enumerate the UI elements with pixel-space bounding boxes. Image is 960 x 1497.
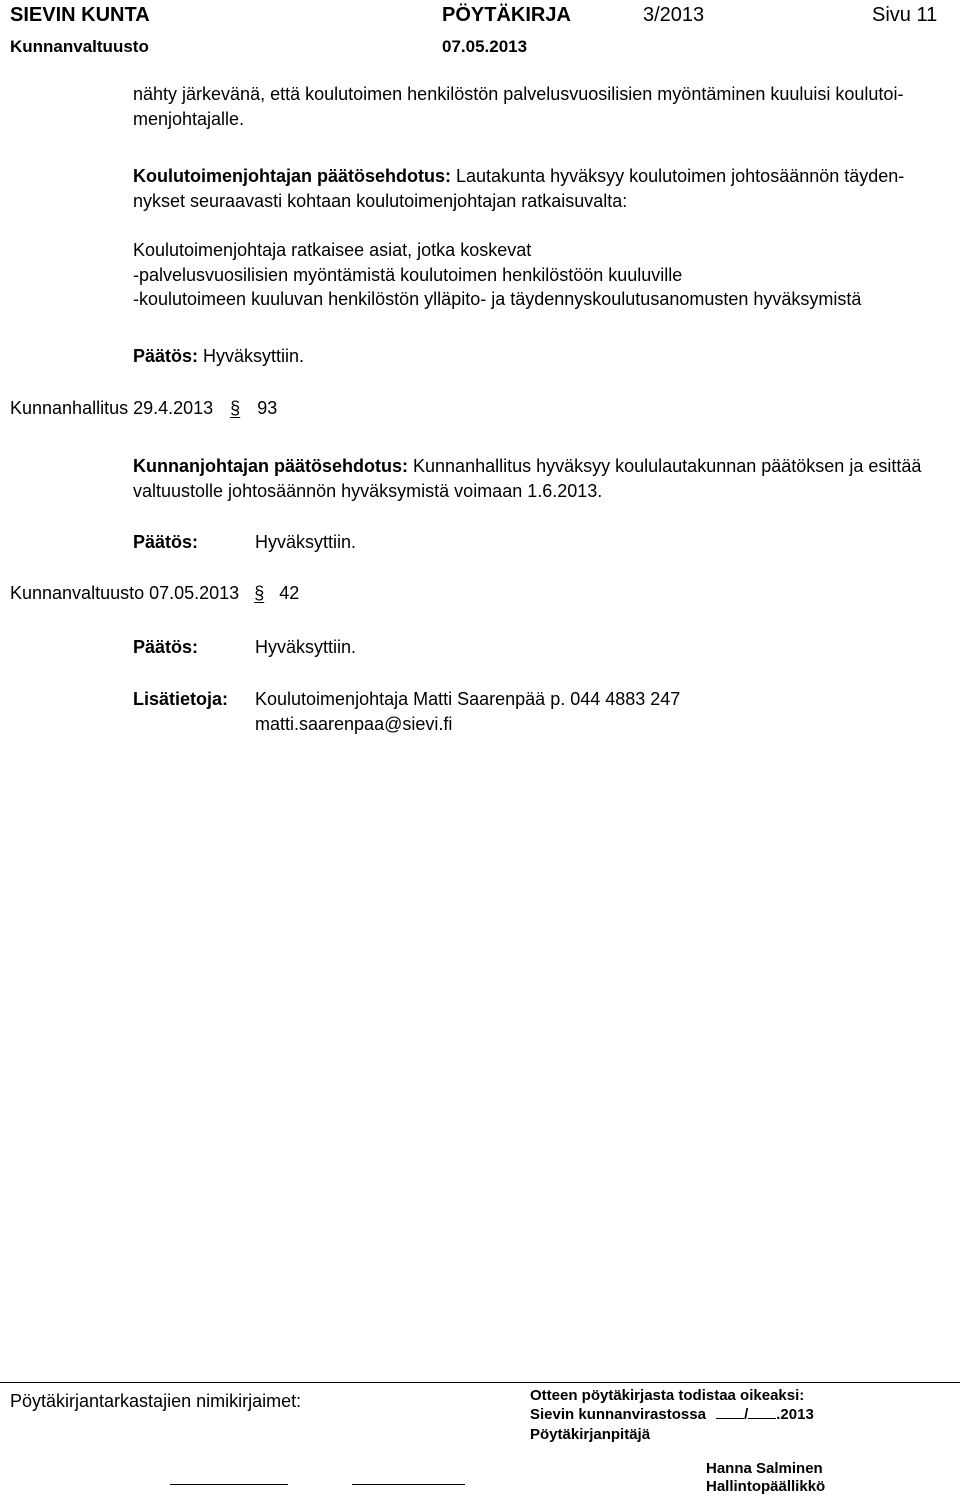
header-doc-number: 3/2013 <box>643 4 705 26</box>
intro-line-2: menjohtajalle. <box>133 108 245 129</box>
decision-3-label: Päätös: <box>133 637 199 657</box>
decision-2-label: Päätös: <box>133 532 199 552</box>
footer-certify-year: .2013 <box>776 1406 814 1423</box>
list-line-3: -koulutoimeen kuuluvan henkilöstön ylläpito- ja täydennyskoulutusanomusten hyväksymistä <box>133 289 862 309</box>
mayor-proposal-paragraph <box>133 454 921 503</box>
intro-line-1: nähty järkevänä, että koulutoimen henkilöstön palvelusvuosilisien myöntäminen kuuluisi koulutoi- <box>133 84 904 104</box>
section-kunnanhallitus <box>10 398 277 419</box>
header-doc-type: PÖYTÄKIRJA <box>442 4 571 26</box>
footer-month-blank <box>748 1406 776 1419</box>
info-contact <box>255 687 680 736</box>
mayor-line-1: Kunnanhallitus hyväksyy koululautakunnan päätöksen ja esittää <box>408 456 922 476</box>
proposal-paragraph <box>133 164 904 213</box>
proposal-line-2: nykset seuraavasti kohtaan koulutoimenjohtajan ratkaisuvalta: <box>133 190 628 211</box>
footer-certify-place-row <box>530 1406 814 1423</box>
section-2-mark: § <box>230 398 241 418</box>
intro-text <box>133 82 903 131</box>
header-date: 07.05.2013 <box>442 37 528 56</box>
authority-list <box>133 238 861 312</box>
section-2-number: 93 <box>257 398 278 418</box>
mayor-proposal-label: Kunnanjohtajan päätösehdotus: <box>133 456 409 476</box>
info-email[interactable]: matti.saarenpaa@sievi.fi <box>255 713 453 734</box>
footer-certify-sep: / <box>744 1406 749 1423</box>
info-label: Lisätietoja: <box>133 689 229 709</box>
proposal-label: Koulutoimenjohtajan päätösehdotus: <box>133 166 451 186</box>
section-3-title: Kunnanvaltuusto 07.05.2013 <box>10 583 240 603</box>
page-header <box>0 0 960 60</box>
footer-initials-label: Pöytäkirjantarkastajien nimikirjaimet: <box>10 1391 302 1411</box>
section-2-title: Kunnanhallitus 29.4.2013 <box>10 398 214 418</box>
section-kunnanvaltuusto <box>10 583 299 604</box>
footer-certify-line: Otteen pöytäkirjasta todistaa oikeaksi: <box>530 1387 805 1404</box>
decision-2-value: Hyväksyttiin. <box>255 532 357 552</box>
decision-1-label: Päätös: <box>133 346 199 366</box>
initials-signature-line-2 <box>352 1484 465 1485</box>
footer-certify-place: Sievin kunnanvirastossa <box>530 1406 706 1423</box>
proposal-line-1: Lautakunta hyväksyy koulutoimen johtosäännön täyden- <box>451 166 905 186</box>
footer-signer-title: Hallintopäällikkö <box>706 1478 826 1495</box>
decision-1-value: Hyväksyttiin. <box>198 346 305 366</box>
section-3-number: 42 <box>279 583 300 603</box>
footer-day-blank <box>716 1406 744 1419</box>
footer-signer-name: Hanna Salminen <box>706 1460 823 1477</box>
mayor-line-2: valtuustolle johtosäännön hyväksymistä voimaan 1.6.2013. <box>133 480 603 501</box>
initials-signature-line-1 <box>170 1484 288 1485</box>
header-org: SIEVIN KUNTA <box>10 4 150 26</box>
footer-divider <box>0 1382 960 1383</box>
section-3-mark: § <box>254 583 265 603</box>
header-page: Sivu 11 <box>872 4 938 26</box>
footer-certify-role: Pöytäkirjanpitäjä <box>530 1426 651 1443</box>
decision-3-value: Hyväksyttiin. <box>255 637 357 657</box>
list-line-2: -palvelusvuosilisien myöntämistä koulutoimen henkilöstöön kuuluville <box>133 264 683 285</box>
list-line-1: Koulutoimenjohtaja ratkaisee asiat, jotka koskevat <box>133 240 532 260</box>
decision-1 <box>133 346 304 367</box>
header-body: Kunnanvaltuusto <box>10 37 149 56</box>
info-line-1: Koulutoimenjohtaja Matti Saarenpää p. 044 4883 247 <box>255 689 681 709</box>
